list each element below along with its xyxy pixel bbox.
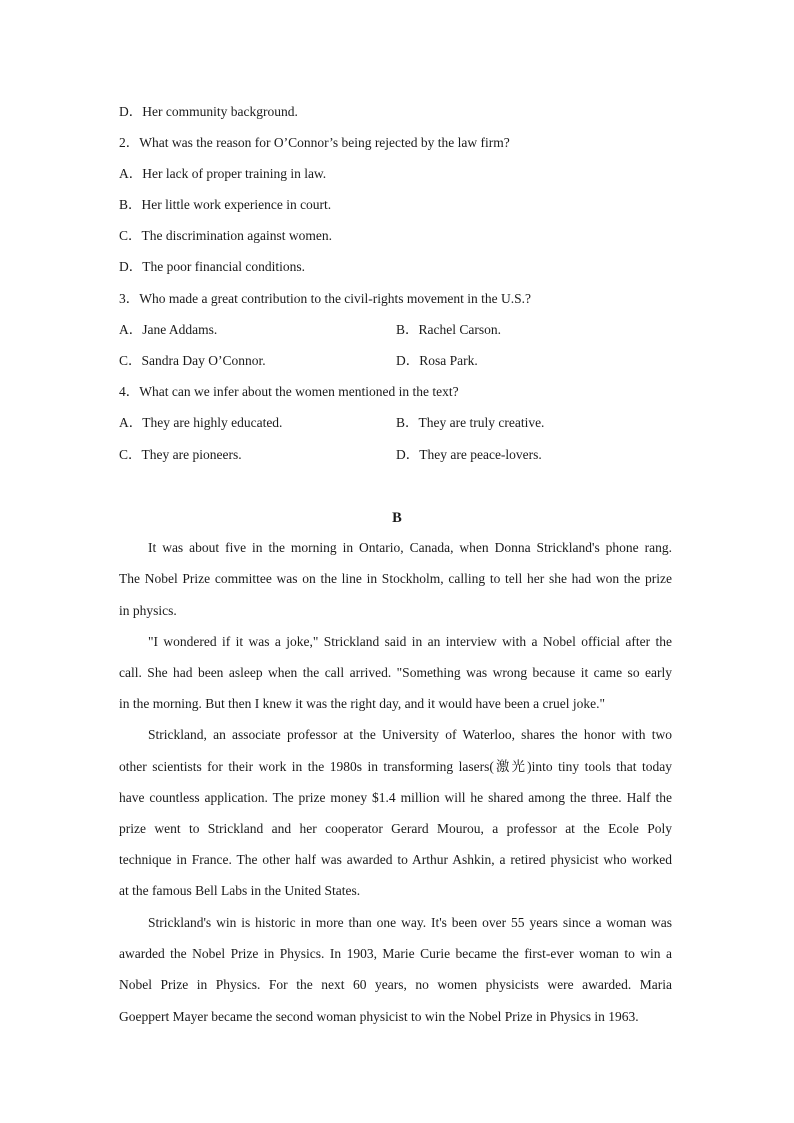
paragraph-line: other scientists for their work in the 1980s in transforming lasers(激光)into tiny tools that today (119, 759, 672, 774)
q3-stem: 3．Who made a great contribution to the civil-rights movement in the U.S.? (119, 291, 532, 306)
q2-option-a: A．Her lack of proper training in law. (119, 166, 327, 181)
q1-option-d: D．Her community background. (119, 104, 298, 119)
paragraph-line: prize went to Strickland and her cooperator Gerard Mourou, a professor at the Ecole Poly (119, 821, 672, 836)
q4-option-b: B．They are truly creative. (396, 415, 545, 430)
q2-option-c: C．The discrimination against women. (119, 228, 332, 243)
q4-stem: 4．What can we infer about the women mentioned in the text? (119, 384, 459, 399)
q3-option-b: B．Rachel Carson. (396, 322, 501, 337)
paragraph-line: Strickland, an associate professor at the University of Waterloo, shares the honor with two (148, 727, 672, 742)
q4-option-a: A．They are highly educated. (119, 415, 283, 430)
paragraph-line: awarded the Nobel Prize in Physics. In 1903, Marie Curie became the first-ever woman to win a (119, 946, 672, 961)
section-heading: B (392, 510, 402, 526)
paragraph-line: at the famous Bell Labs in the United States. (119, 883, 361, 898)
paragraph-line: in the morning. But then I knew it was the right day, and it would have been a cruel joke." (119, 696, 606, 711)
paragraph-line: have countless application. The prize money $1.4 million will he shared among the three. Half the (119, 790, 672, 805)
paragraph-line: Strickland's win is historic in more than one way. It's been over 55 years since a woman was (148, 915, 672, 930)
q3-option-d: D．Rosa Park. (396, 353, 478, 368)
paragraph-line: "I wondered if it was a joke," Strickland said in an interview with a Nobel official after the (148, 634, 672, 649)
paragraph-line: Goeppert Mayer became the second woman physicist to win the Nobel Prize in Physics in 1963. (119, 1009, 639, 1024)
paragraph-line: Nobel Prize in Physics. For the next 60 years, no women physicists were awarded. Maria (119, 977, 672, 992)
q2-stem: 2．What was the reason for O’Connor’s being rejected by the law firm? (119, 135, 510, 150)
q3-option-a: A．Jane Addams. (119, 322, 218, 337)
paragraph-line: technique in France. The other half was awarded to Arthur Ashkin, a retired physicist who worked (119, 852, 672, 867)
q2-option-b: B．Her little work experience in court. (119, 197, 332, 212)
paragraph-line: The Nobel Prize committee was on the line in Stockholm, calling to tell her she had won the prize (119, 571, 672, 586)
paragraph-line: It was about five in the morning in Ontario, Canada, when Donna Strickland's phone rang. (148, 540, 672, 555)
q3-option-c: C．Sandra Day O’Connor. (119, 353, 266, 368)
q4-option-c: C．They are pioneers. (119, 447, 242, 462)
paragraph-line: in physics. (119, 603, 177, 618)
q2-option-d: D．The poor financial conditions. (119, 259, 305, 274)
paragraph-line: call. She had been asleep when the call arrived. "Something was wrong because it came so early (119, 665, 672, 680)
q4-option-d: D．They are peace-lovers. (396, 447, 542, 462)
